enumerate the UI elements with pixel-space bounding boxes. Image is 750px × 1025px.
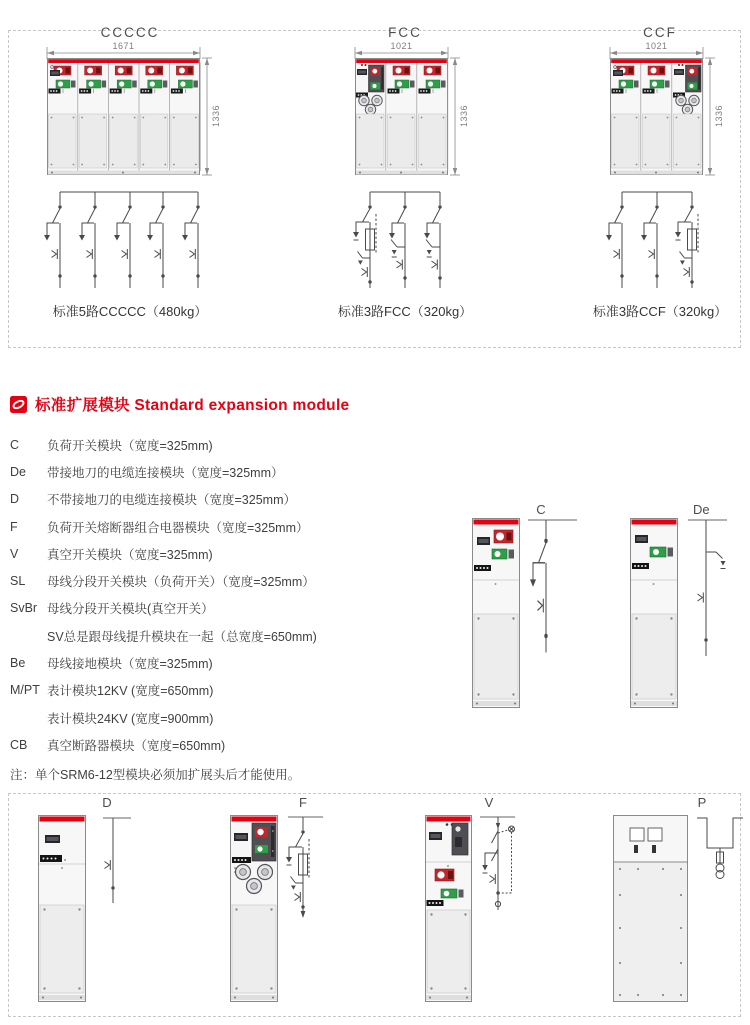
figure-drawing-ccf: [585, 38, 740, 294]
lower-door: [474, 614, 518, 699]
figure-caption-fcc: 标准3路FCC（320kg）: [337, 304, 473, 319]
module-code: C: [10, 437, 20, 452]
schematic-module-f: [283, 793, 338, 928]
figure-title-ccf: CCF: [643, 25, 677, 40]
module-desc: 母线分段开关模块（负荷开关）（宽度=325mm）: [47, 575, 315, 590]
cabinet-ccccc: [48, 59, 201, 175]
brand-icon: [10, 396, 27, 413]
list-item: [10, 649, 462, 676]
figure-title-ccccc: CCCCC: [100, 25, 160, 40]
width-dim-label: 1671: [112, 41, 135, 51]
section-header: [10, 393, 349, 415]
cabinet-module-f: [230, 815, 278, 1002]
width-dim-label: 1021: [645, 41, 668, 51]
module-symbol-label: D: [102, 795, 112, 810]
module-desc: 母线接地模块（宽度=325mm): [47, 657, 213, 672]
height-dim-label: 1336: [211, 104, 221, 128]
cabinet-fcc: [356, 59, 448, 175]
height-dim-label: 1336: [459, 104, 469, 128]
module-code: D: [10, 492, 20, 507]
module-symbol-label: F: [299, 795, 307, 810]
width-dim-label: 1021: [390, 41, 413, 51]
meter-window: [630, 828, 644, 841]
list-item: [10, 431, 462, 458]
red-top-strip: [427, 817, 471, 822]
module-code: F: [10, 519, 18, 534]
list-item: [10, 458, 462, 485]
module-desc: 表计模块12KV (宽度=650mm): [47, 684, 214, 699]
schematic-module-p: [690, 793, 748, 898]
list-item: [10, 540, 462, 567]
figure-drawing-ccccc: [30, 38, 230, 294]
module-symbol-label: De: [693, 502, 710, 517]
cabinet-module-de: [630, 518, 678, 708]
lower-door: [40, 905, 84, 993]
cabinet-module-v: [425, 815, 472, 1002]
lower-door: [632, 614, 676, 699]
meter-window: [648, 828, 662, 841]
module-desc: 不带接地刀的电缆连接模块（宽度=325mm）: [47, 493, 296, 508]
red-top-strip: [611, 59, 702, 63]
module-desc: SV总是跟母线提升模块在一起（总宽度=650mm): [47, 629, 317, 644]
schematic-fcc: [353, 192, 442, 288]
list-item: [10, 486, 462, 513]
cabinet-module-c: [472, 518, 520, 708]
module-code: De: [10, 464, 26, 479]
schematic-ccf: [606, 192, 698, 288]
red-top-strip: [40, 817, 85, 822]
list-item: [10, 731, 462, 758]
red-top-strip: [474, 520, 519, 525]
module-desc: 带接地刀的电缆连接模块（宽度=325mm）: [47, 465, 284, 480]
list-item: [10, 622, 462, 649]
module-symbol-label: P: [697, 795, 707, 810]
module-code: V: [10, 546, 19, 561]
figure-caption-ccccc: 标准5路CCCCC（480kg）: [52, 304, 208, 319]
module-desc: 负荷开关模块（宽度=325mm): [47, 438, 213, 453]
height-dim-label: 1336: [714, 104, 724, 128]
red-top-strip: [48, 59, 199, 63]
section-title: 标准扩展模块 Standard expansion module: [35, 397, 350, 414]
figure-caption-ccf: 标准3路CCF（320kg）: [592, 304, 728, 319]
module-desc: 母线分段开关模块(真空开关）: [47, 602, 214, 617]
figure-drawing-fcc: [330, 38, 480, 294]
module-desc: 负荷开关熔断器组合电器模块（宽度=325mm）: [47, 520, 309, 535]
schematic-module-c: [525, 498, 585, 666]
module-code: M/PT: [10, 683, 40, 698]
module-desc: 真空断路器模块（宽度=650mm): [47, 738, 226, 753]
cabinet-module-p: [613, 815, 688, 1002]
red-top-strip: [356, 59, 447, 63]
list-item: [10, 595, 462, 622]
lower-door: [427, 910, 470, 993]
list-item: [10, 567, 462, 594]
list-item: [10, 513, 462, 540]
module-code: SvBr: [10, 601, 38, 616]
figure-title-fcc: FCC: [388, 25, 422, 40]
module-code: CB: [10, 737, 28, 752]
module-list: [10, 431, 462, 783]
module-code: SL: [10, 574, 26, 589]
footnote: 注：单个SRM6-12型模块必须加扩展头后才能使用。: [10, 767, 301, 782]
cabinet-ccf: [611, 59, 703, 175]
module-desc: 表计模块24KV (宽度=900mm): [47, 711, 214, 726]
schematic-module-d: [95, 793, 145, 918]
schematic-ccccc: [44, 192, 200, 288]
red-top-strip: [232, 817, 277, 822]
cabinet-module-d: [38, 815, 86, 1002]
list-item: [10, 704, 462, 731]
module-desc: 真空开关模块（宽度=325mm): [47, 547, 213, 562]
module-symbol-label: V: [484, 795, 494, 810]
list-item: [10, 677, 462, 704]
module-symbol-label: C: [536, 502, 546, 517]
schematic-module-de: [685, 498, 747, 666]
red-top-strip: [632, 520, 677, 525]
module-code: Be: [10, 656, 26, 671]
schematic-module-v: [475, 793, 533, 928]
lower-door: [614, 863, 687, 1001]
lower-door: [232, 905, 276, 993]
